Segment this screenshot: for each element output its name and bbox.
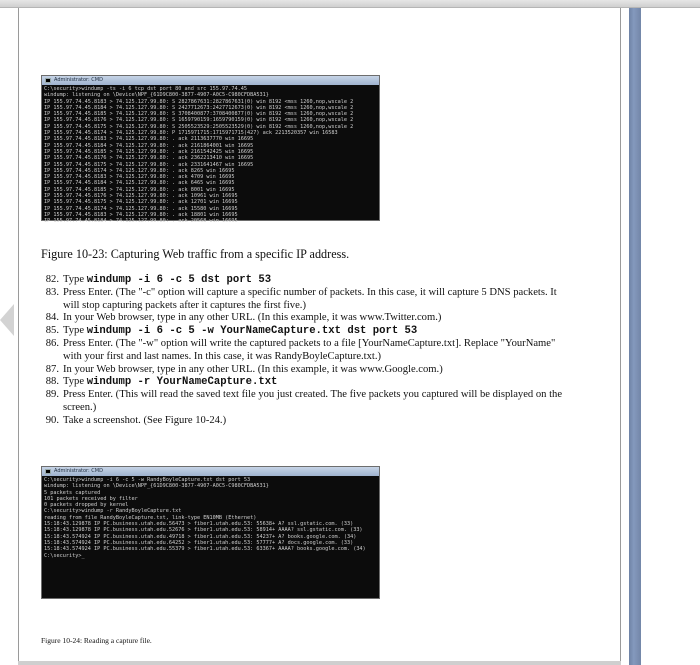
step-text	[63, 364, 571, 377]
step-text	[63, 312, 571, 325]
cmd-output-line: C:\security>windump -i 6 -c 5 -w RandyBoyleCapture.txt dst port 53	[44, 477, 251, 483]
cmd-output-line: 15:18:43.574924 IP PC.business.utah.edu.49718 > fiber1.utah.edu.53: 54237+ A? books.google.com. (34)	[44, 533, 357, 540]
step-number: 88.	[45, 376, 59, 388]
step-text	[63, 325, 571, 338]
cmd-output-line: 15:18:43.129878 IP PC.business.utah.edu.52676 > fiber1.utah.edu.53: 58914+ AAAA? ssl.gstatic.com. (33)	[44, 527, 363, 534]
cmd-output-line: 15:18:43.574924 IP PC.business.utah.edu.55379 > fiber1.utah.edu.53: 63367+ AAAA? books.google.com. (34)	[44, 546, 366, 553]
instruction-step	[41, 415, 571, 428]
step-text-part: Press Enter. (This will read the saved text file you just created. The five packets you captured will be displayed on the screen.)	[63, 389, 563, 413]
cmd-output-line: IP 155.97.74.45.8185 > 74.125.127.99.80: S 3708400877:3708400877(0) win 8192 <mss 1260,nop,wscale 2	[44, 111, 354, 118]
step-number: 87.	[45, 363, 59, 375]
right-panel	[621, 8, 700, 665]
step-text	[63, 376, 571, 389]
step-text-part: Type	[63, 274, 87, 285]
figure-10-24-caption: Figure 10-24: Reading a capture file.	[41, 636, 152, 645]
viewer-top-bar	[0, 0, 700, 8]
step-command: windump -i 6 -c 5 dst port 53	[86, 274, 272, 286]
previous-page-arrow-icon[interactable]	[0, 304, 14, 336]
cmd-output-line: IP 155.97.74.45.8184 > 74.125.127.99.80: . ack 20568 win 16695	[44, 218, 238, 225]
cmd-output	[42, 85, 379, 226]
cmd-output-line: IP 155.97.74.45.8175 > 74.125.127.99.80: . ack 2331641467 win 16695	[44, 161, 254, 168]
cmd-output-line: windump: listening on \Device\NPF_{61D9C800-3877-4907-A0C5-C980CFDBA531}	[44, 92, 269, 99]
cmd-window-title: Administrator: CMD	[54, 77, 103, 83]
cmd-output-line: IP 155.97.74.45.8183 > 74.125.127.99.80: . ack 4709 win 16695	[44, 174, 235, 181]
vertical-scrollbar[interactable]	[629, 8, 641, 665]
cmd-window-icon	[45, 469, 51, 474]
cmd-output-line: 101 packets received by filter	[44, 495, 138, 502]
step-number: 84.	[45, 312, 59, 324]
cmd-output-line: IP 155.97.74.45.8175 > 74.125.127.99.80: S 2505523529:2505523529(0) win 8192 <mss 1260,nop,wscale 2	[44, 123, 354, 130]
cmd-output-line: IP 155.97.74.45.8184 > 74.125.127.99.80: S 2427712673:2427712673(0) win 8192 <mss 1260,nop,wscale 2	[44, 104, 354, 111]
cmd-output-line: IP 155.97.74.45.8184 > 74.125.127.99.80: . ack 6465 win 16695	[44, 180, 235, 187]
instruction-step	[41, 389, 571, 415]
step-number: 83.	[45, 286, 59, 298]
instruction-step	[41, 376, 571, 389]
cmd-output-line: C:\security>windump -r RandyBoyleCapture.txt	[44, 508, 182, 515]
step-number: 82.	[45, 274, 59, 285]
step-text	[63, 338, 571, 364]
cmd-output-line: reading from file RandyBoyleCapture.txt, link-type EN10MB (Ethernet)	[44, 514, 257, 521]
left-gutter	[0, 8, 18, 665]
step-number: 85.	[45, 325, 59, 337]
cmd-output-line: IP 155.97.74.45.8183 > 74.125.127.99.80: . ack 18801 win 16695	[44, 211, 238, 218]
cmd-window-icon	[45, 78, 51, 83]
step-number: 90.	[45, 414, 59, 426]
step-command: windump -i 6 -c 5 -w YourNameCapture.txt dst port 53	[86, 325, 418, 338]
instruction-step	[41, 274, 571, 287]
cmd-output-line: IP 155.97.74.45.8184 > 74.125.127.99.80: . ack 2161864001 win 16695	[44, 142, 254, 149]
cmd-output-line: IP 155.97.74.45.8185 > 74.125.127.99.80: . ack 2161542425 win 16695	[44, 148, 254, 155]
cmd-output-line: 5 packets captured	[44, 489, 101, 496]
instruction-step	[41, 325, 571, 338]
step-command: windump -r YourNameCapture.txt	[86, 376, 278, 389]
page-bottom-edge	[18, 661, 623, 665]
instruction-step	[41, 338, 571, 364]
cmd-output-line: IP 155.97.74.45.8174 > 74.125.127.99.80: . ack 15580 win 16695	[44, 205, 238, 212]
cmd-output-line: C:\security>windump -ts -i 6 tcp dst port 80 and src 155.97.74.45	[44, 86, 248, 92]
cmd-output-line: IP 155.97.74.45.8183 > 74.125.127.99.80: . ack 2113637770 win 16695	[44, 136, 254, 143]
cmd-window-title: Administrator: CMD	[54, 468, 103, 474]
cmd-output-line: IP 155.97.74.45.8174 > 74.125.127.99.80: . ack 8265 win 16695	[44, 167, 235, 174]
cmd-titlebar	[42, 467, 379, 476]
step-text-part: Type	[63, 325, 87, 337]
step-number: 89.	[45, 389, 59, 401]
step-text	[63, 274, 571, 287]
cmd-output-line: 0 packets dropped by kernel	[44, 502, 129, 509]
cmd-output-line: 15:18:43.129878 IP PC.business.utah.edu.56473 > fiber1.utah.edu.53: 55638+ A? ssl.gstatic.com. (33)	[44, 521, 354, 528]
step-number: 86.	[45, 337, 59, 349]
step-text-part: Type	[63, 376, 87, 388]
cmd-output-line: IP 155.97.74.45.8174 > 74.125.127.99.80: P 1715971715:1715971715(427) ack 2213520357 win 16583	[44, 130, 338, 137]
figure-10-23-caption: Figure 10-23: Capturing Web traffic from a specific IP address.	[41, 247, 350, 261]
cmd-output-line: C:\security>_	[44, 552, 85, 559]
cmd-output-line: 15:18:43.574924 IP PC.business.utah.edu.64252 > fiber1.utah.edu.53: 57777+ A? docs.google.com. (33)	[44, 539, 354, 546]
step-text-part: Press Enter. (The "-c" option will capture a specific number of packets. In this case, it will capture 5 DNS packets. It will stop capturing packets after it captures the first five.)	[63, 286, 557, 311]
figure-10-23-screenshot	[41, 75, 380, 225]
cmd-output-line: IP 155.97.74.45.8176 > 74.125.127.99.80: . ack 10961 win 16695	[44, 193, 238, 200]
cmd-output-line: IP 155.97.74.45.8175 > 74.125.127.99.80: . ack 12701 win 16695	[44, 199, 238, 206]
cmd-output-line: windump: listening on \Device\NPF_{61D9C800-3877-4907-A0C5-C980CFDBA531}	[44, 483, 269, 490]
step-text-part: In your Web browser, type in any other URL. (In this example, it was www.Google.com.)	[63, 363, 443, 375]
instruction-step	[41, 364, 571, 377]
instruction-step	[41, 312, 571, 325]
cmd-output-line: IP 155.97.74.45.8183 > 74.125.127.99.80: S 2827867631:2827867631(0) win 8192 <mss 1260,nop,wscale 2	[44, 98, 354, 105]
step-text-part: Take a screenshot. (See Figure 10-24.)	[63, 414, 227, 426]
instruction-step	[41, 287, 571, 313]
step-text	[63, 287, 571, 313]
cmd-output	[42, 476, 379, 560]
figure-10-24-screenshot	[41, 466, 380, 599]
step-text-part: Press Enter. (The "-w" option will write the captured packets to a file [YourNameCapture.txt]. Replace "YourName" with your first and last names. In this case, it was RandyBoyleCapture.txt.)	[63, 337, 556, 362]
cmd-output-line: IP 155.97.74.45.8176 > 74.125.127.99.80: . ack 2362213410 win 16695	[44, 155, 254, 162]
instruction-steps	[41, 274, 571, 428]
cmd-titlebar	[42, 76, 379, 85]
step-text	[63, 389, 571, 415]
cmd-output-line: IP 155.97.74.45.8185 > 74.125.127.99.80: . ack 8001 win 16695	[44, 186, 235, 193]
cmd-output-line: IP 155.97.74.45.8176 > 74.125.127.99.80: S 1659790159:1659790159(0) win 8192 <mss 1260,nop,wscale 2	[44, 117, 354, 124]
step-text	[63, 415, 571, 428]
step-text-part: In your Web browser, type in any other URL. (In this example, it was www.Twitter.com.)	[63, 312, 442, 324]
